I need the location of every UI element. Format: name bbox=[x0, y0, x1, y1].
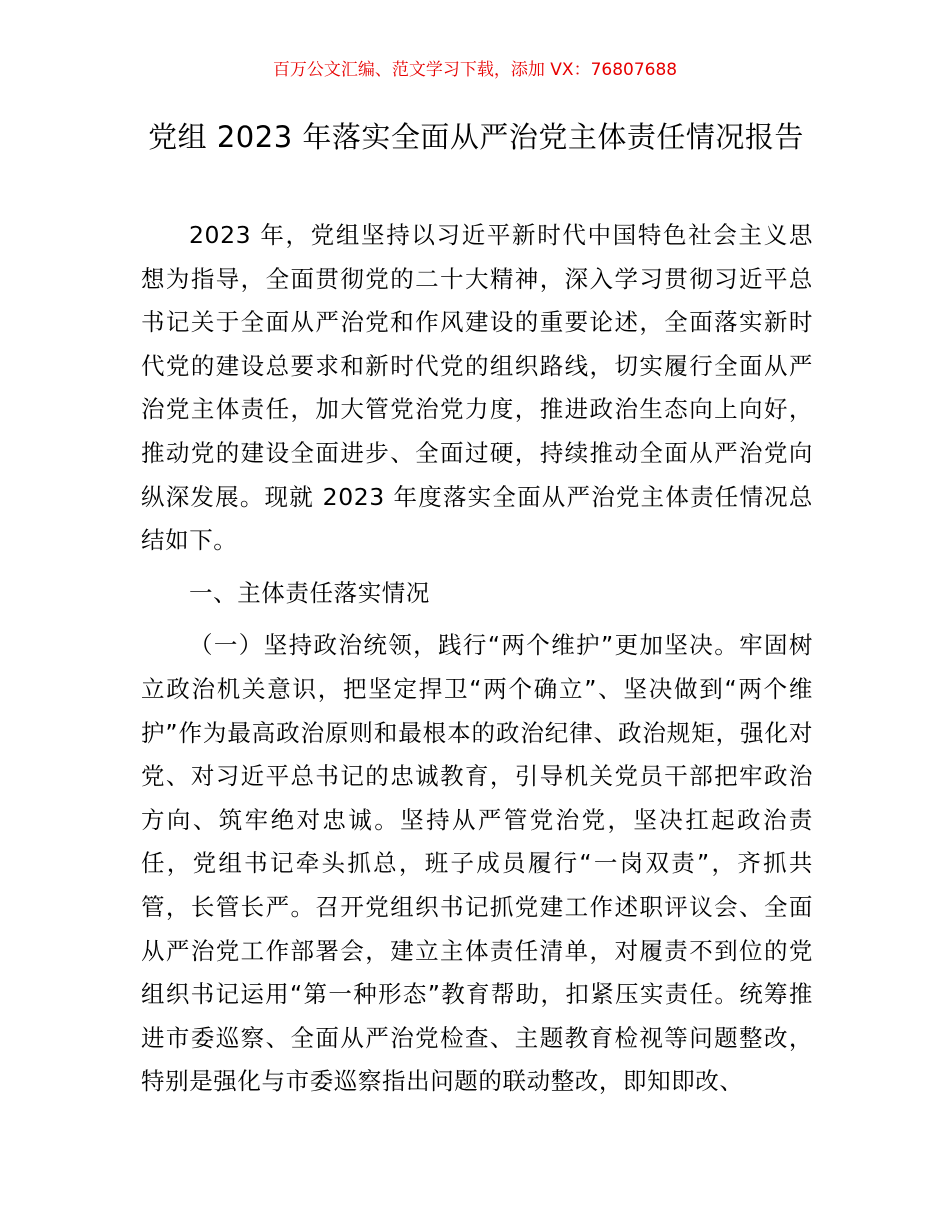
header-note: 百万公文汇编、范文学习下载，添加 VX：76807688 bbox=[272, 60, 678, 80]
document-body bbox=[141, 214, 813, 1104]
paragraph-section-1-item-1: （一）坚持政治统领，践行“两个维护”更加坚决。牢固树立政治机关意识，把坚定捍卫“两个确立”、坚决做到“两个维护”作为最高政治原则和最根本的政治纪律、政治规矩，强化对党、对习近平总书记的忠诚教育，引导机关党员干部把牢政治方向、筑牢绝对忠诚。坚持从严管党治党，坚决扛起政治责任，党组书记牵头抓总，班子成员履行“一岗双责”，齐抓共管，长管长严。召开党组织书记抓党建工作述职评议会、全面从严治党工作部署会，建立主体责任清单，对履责不到位的党组织书记运用“第一种形态”教育帮助，扣紧压实责任。统筹推进市委巡察、全面从严治党检查、主题教育检视等问题整改，特别是强化与市委巡察指出问题的联动整改，即知即改、 bbox=[141, 631, 813, 1096]
section-heading-1: 一、主体责任落实情况 bbox=[189, 578, 430, 607]
document-title: 党组 2023 年落实全面从严治党主体责任情况报告 bbox=[148, 120, 804, 154]
paragraph-intro: 2023 年，党组坚持以习近平新时代中国特色社会主义思想为指导，全面贯彻党的二十大精神，深入学习贯彻习近平总书记关于全面从严治党和作风建设的重要论述，全面落实新时代党的建设总要求和新时代党的组织路线，切实履行全面从严治党主体责任，加大管党治党力度，推进政治生态向上向好，推动党的建设全面进步、全面过硬，持续推动全面从严治党向纵深发展。现就 2023 年度落实全面从严治党主体责任情况总结如下。 bbox=[141, 221, 813, 555]
